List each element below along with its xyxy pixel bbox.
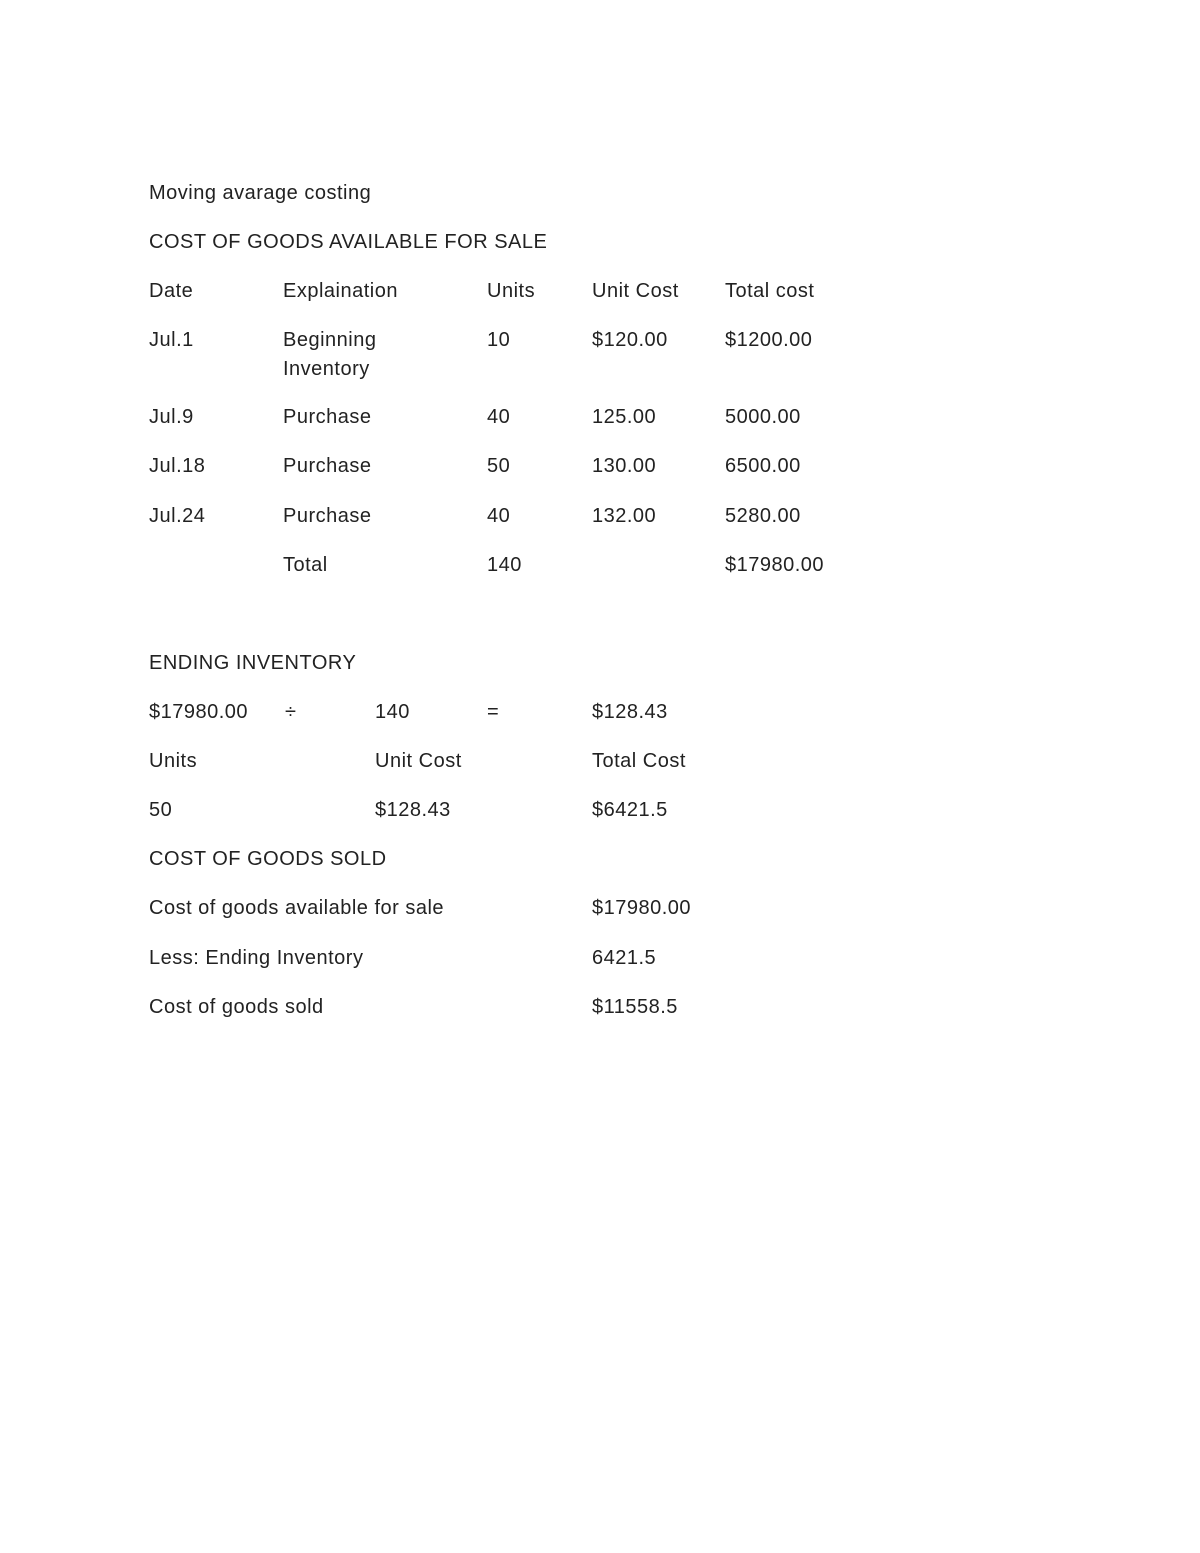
formula-result: $128.43 (592, 701, 668, 723)
col-header-unit-cost: Unit Cost (592, 280, 679, 302)
cogs-heading: COST OF GOODS SOLD (149, 848, 387, 870)
row-unit-cost: $120.00 (592, 329, 668, 351)
row-total-cost: 5000.00 (725, 406, 801, 428)
cogs-line-value: $17980.00 (592, 897, 692, 919)
total-label: Total (283, 554, 328, 576)
formula-divide-operator: ÷ (285, 701, 297, 723)
row-units: 10 (487, 329, 511, 351)
row-units: 40 (487, 406, 511, 428)
col-header-units: Units (487, 280, 536, 302)
cogs-line-label: Less: Ending Inventory (149, 947, 364, 969)
ei-header-units: Units (149, 750, 198, 772)
row-unit-cost: 132.00 (592, 505, 657, 527)
total-cost: $17980.00 (725, 554, 825, 576)
row-explanation: Purchase (283, 455, 372, 477)
cogs-line-value: 6421.5 (592, 947, 657, 969)
row-date: Jul.9 (149, 406, 194, 428)
row-units: 50 (487, 455, 511, 477)
row-unit-cost: 125.00 (592, 406, 657, 428)
row-total-cost: $1200.00 (725, 329, 813, 351)
ei-total-cost: $6421.5 (592, 799, 668, 821)
row-explanation: Beginning Inventory (283, 329, 377, 380)
document-title: Moving avarage costing (149, 182, 372, 204)
row-units: 40 (487, 505, 511, 527)
col-header-total-cost: Total cost (725, 280, 815, 302)
formula-dividend: $17980.00 (149, 701, 249, 723)
cogs-line-label: Cost of goods sold (149, 996, 324, 1018)
total-units: 140 (487, 554, 522, 576)
row-date: Jul.18 (149, 455, 206, 477)
ei-header-total-cost: Total Cost (592, 750, 686, 772)
ei-units: 50 (149, 799, 173, 821)
ending-inventory-heading: ENDING INVENTORY (149, 652, 357, 674)
cogs-line-label: Cost of goods available for sale (149, 897, 445, 919)
row-explanation: Purchase (283, 406, 372, 428)
col-header-explanation: Explaination (283, 280, 398, 302)
ei-unit-cost: $128.43 (375, 799, 451, 821)
row-date: Jul.1 (149, 329, 194, 351)
formula-divisor: 140 (375, 701, 410, 723)
ei-header-unit-cost: Unit Cost (375, 750, 462, 772)
row-unit-cost: 130.00 (592, 455, 657, 477)
cogs-line-value: $11558.5 (592, 996, 678, 1018)
cogas-heading: COST OF GOODS AVAILABLE FOR SALE (149, 231, 548, 253)
formula-equals: = (487, 701, 500, 723)
row-date: Jul.24 (149, 505, 206, 527)
row-explanation: Purchase (283, 505, 372, 527)
col-header-date: Date (149, 280, 194, 302)
row-total-cost: 6500.00 (725, 455, 801, 477)
row-total-cost: 5280.00 (725, 505, 801, 527)
